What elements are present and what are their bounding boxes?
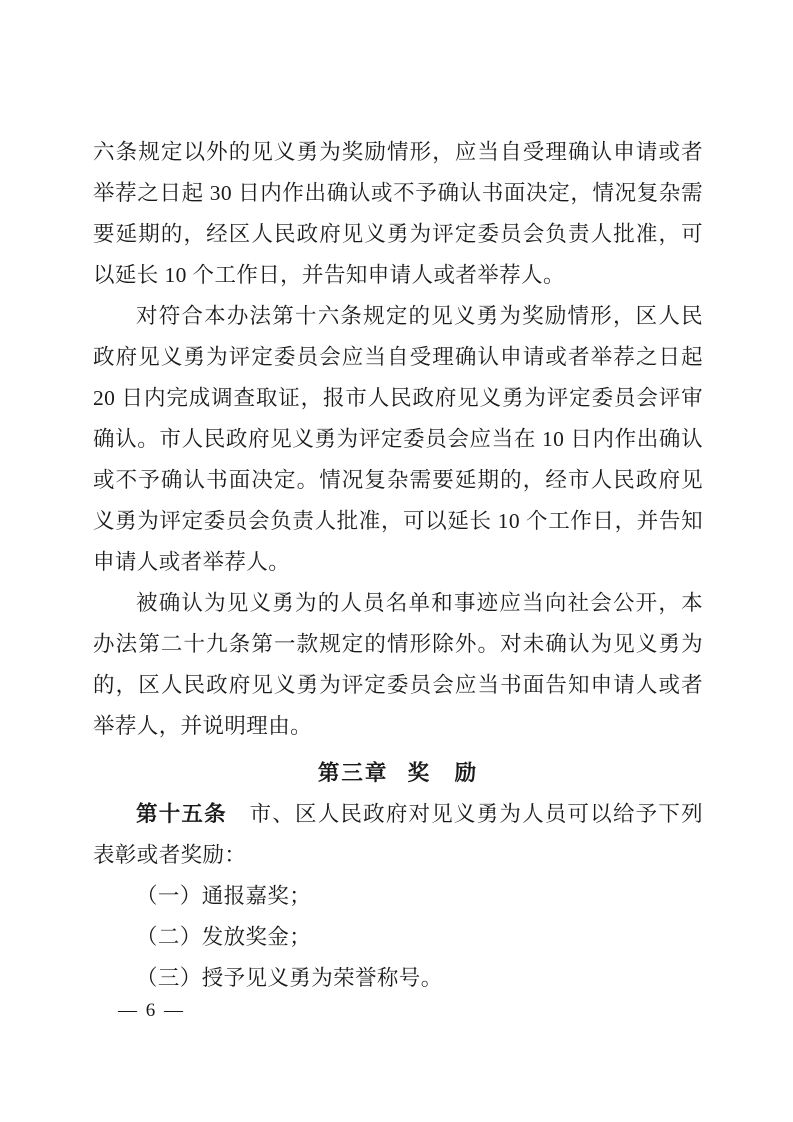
page-number: — 6 —: [118, 1000, 185, 1021]
article-label: 第十五条: [136, 802, 227, 826]
chapter-heading: [93, 753, 703, 794]
article-paragraph: [93, 794, 703, 876]
paragraph-article16: 对符合本办法第十六条规定的见义勇为奖励情形，区人民政府见义勇为评定委员会应当自受理确认申请或者举荐之日起 20 日内完成调查取证，报市人民政府见义勇为评定委员会评审确认。市人民政府见义勇为评定委员会应当在 10 日内作出确认或不予确认书面决定。情况复杂需要延期的，经市人民政府见义勇为评定委员会负责人批准，可以延长 10 个工作日，并告知申请人或者举荐人。: [93, 304, 703, 574]
document-body: [93, 132, 703, 999]
list-item: （一）通报嘉奖；: [136, 884, 312, 908]
paragraph-continued: 六条规定以外的见义勇为奖励情形，应当自受理确认申请或者举荐之日起 30 日内作出确认或不予确认书面决定，情况复杂需要延期的，经区人民政府见义勇为评定委员会负责人批准，可以延长 10 个工作日，并告知申请人或者举荐人。: [93, 140, 703, 287]
chapter-name: 奖 励: [407, 761, 479, 785]
article-text: 市、区人民政府对见义勇为人员可以给予下列表彰或者奖励：: [93, 802, 703, 867]
chapter-number: 第三章: [317, 761, 389, 785]
paragraph-publicity: 被确认为见义勇为的人员名单和事迹应当向社会公开，本办法第二十九条第一款规定的情形除外。对未确认为见义勇为的，区人民政府见义勇为评定委员会应当书面告知申请人或者举荐人，并说明理由。: [93, 591, 703, 738]
list-item: （三）授予见义勇为荣誉称号。: [136, 966, 443, 990]
list-item: （二）发放奖金；: [136, 925, 312, 949]
